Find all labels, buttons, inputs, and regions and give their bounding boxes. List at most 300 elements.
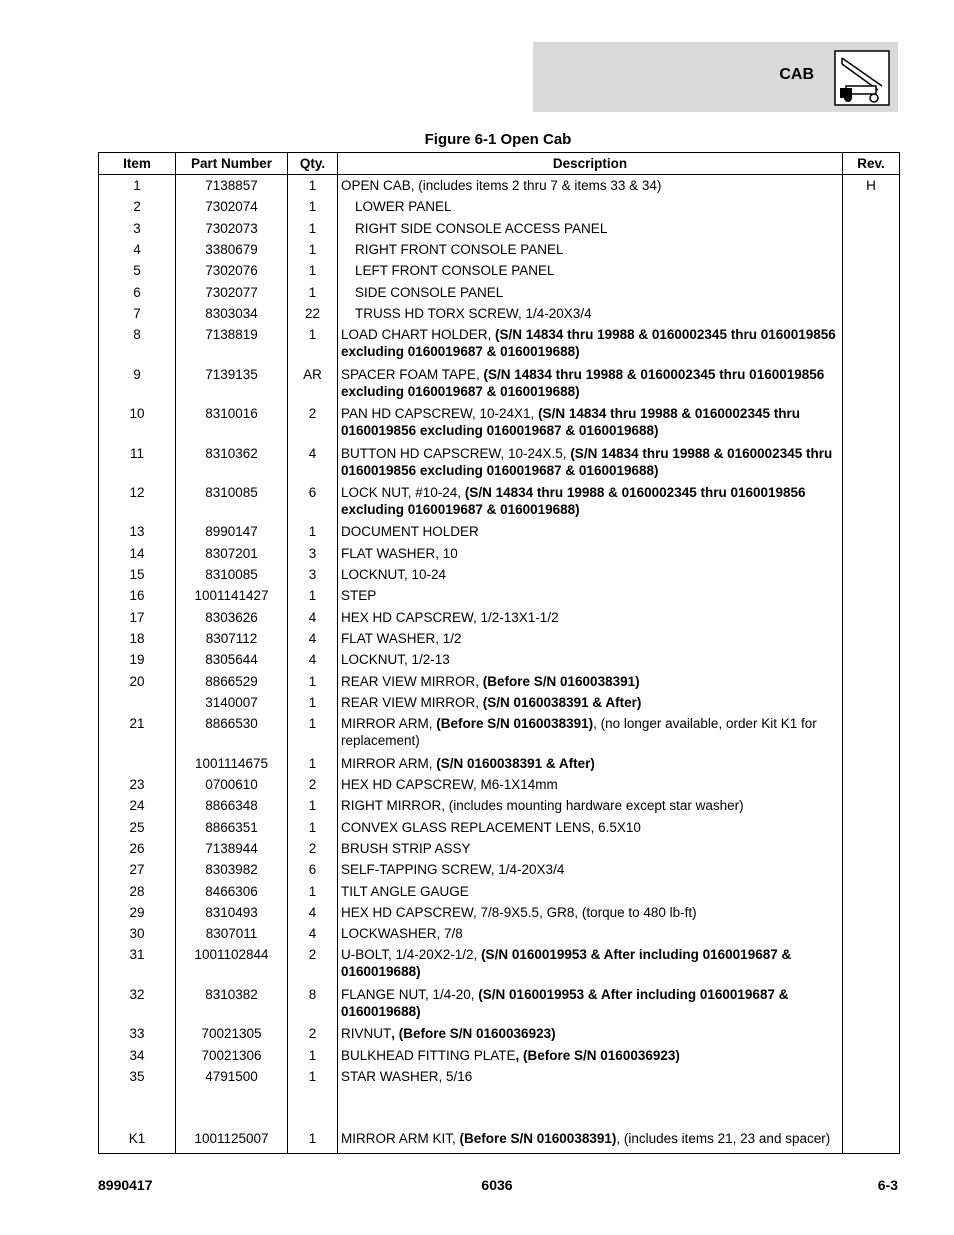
table-row: [99, 1045, 900, 1066]
description-segment: LOCKWASHER, 7/8: [341, 926, 463, 942]
description-text: [341, 840, 839, 857]
rev-cell: [843, 303, 900, 324]
description-segment: SPACER FOAM TAPE,: [341, 366, 484, 382]
qty-cell: 4: [288, 443, 338, 482]
item-cell: 33: [99, 1023, 176, 1044]
description-segment: RIVNUT: [341, 1026, 392, 1042]
part-number-cell: 7302077: [176, 282, 288, 303]
description-segment: , (no longer available, order Kit K1 for replacement): [341, 716, 817, 749]
description-segment: OPEN CAB, (includes items 2 thru 7 & items 33 & 34): [341, 178, 662, 193]
table-row: [99, 881, 900, 902]
item-cell: 5: [99, 260, 176, 281]
description-segment: RIGHT FRONT CONSOLE PANEL: [355, 241, 564, 257]
table-row: [99, 482, 900, 521]
item-cell: 30: [99, 923, 176, 944]
qty-cell: 4: [288, 607, 338, 628]
rev-cell: [843, 902, 900, 923]
qty-cell: 1: [288, 753, 338, 774]
spacer-cell: [99, 1087, 176, 1128]
item-cell: 4: [99, 239, 176, 260]
description-cell: [338, 774, 843, 795]
part-number-cell: 1001125007: [176, 1128, 288, 1149]
description-cell: [338, 607, 843, 628]
qty-cell: 6: [288, 859, 338, 880]
description-text: [341, 262, 839, 279]
table-row: [99, 607, 900, 628]
filler-cell: [843, 1150, 900, 1154]
section-title: CAB: [779, 66, 814, 83]
description-text: [341, 545, 839, 562]
rev-cell: [843, 564, 900, 585]
description-segment: FLAT WASHER, 10: [341, 545, 458, 561]
description-segment: LEFT FRONT CONSOLE PANEL: [355, 263, 555, 279]
description-text: [341, 587, 839, 604]
part-number-cell: 8310382: [176, 984, 288, 1023]
description-cell: [338, 902, 843, 923]
description-cell: [338, 443, 843, 482]
table-row: [99, 817, 900, 838]
description-segment: LOAD CHART HOLDER,: [341, 327, 496, 343]
description-cell: [338, 364, 843, 403]
qty-cell: 1: [288, 881, 338, 902]
description-segment: FLANGE NUT, 1/4-20,: [341, 986, 479, 1002]
table-row: [99, 403, 900, 442]
description-cell: [338, 881, 843, 902]
description-text: [341, 904, 839, 921]
description-cell: [338, 260, 843, 281]
part-number-cell: 8303982: [176, 859, 288, 880]
serial-range-note: (S/N 14834 thru 19988 & 0160002345 thru 0160019856 excluding 0160019687 & 0160019688): [341, 445, 833, 478]
item-cell: 10: [99, 403, 176, 442]
table-row: [99, 692, 900, 713]
part-number-cell: 8303626: [176, 607, 288, 628]
description-cell: [338, 671, 843, 692]
qty-cell: 1: [288, 671, 338, 692]
item-cell: 12: [99, 482, 176, 521]
description-text: [341, 883, 839, 900]
description-text: [341, 986, 839, 1020]
table-header-row: [99, 153, 900, 175]
description-cell: [338, 218, 843, 239]
part-number-cell: 8990147: [176, 521, 288, 542]
qty-cell: 4: [288, 649, 338, 670]
description-segment: BUTTON HD CAPSCREW, 10-24X.5,: [341, 445, 571, 461]
rev-cell: [843, 1128, 900, 1149]
item-cell: 32: [99, 984, 176, 1023]
column-header-qty: Qty.: [288, 153, 338, 175]
serial-range-note: (S/N 14834 thru 19988 & 0160002345 thru 0160019856 excluding 0160019687 & 0160019688): [341, 366, 825, 399]
description-segment: REAR VIEW MIRROR,: [341, 673, 483, 689]
description-text: [341, 819, 839, 836]
item-cell: 20: [99, 671, 176, 692]
item-cell: 9: [99, 364, 176, 403]
description-cell: [338, 564, 843, 585]
item-cell: K1: [99, 1128, 176, 1149]
filler-cell: [99, 1150, 176, 1154]
rev-cell: [843, 260, 900, 281]
description-segment: RIGHT SIDE CONSOLE ACCESS PANEL: [355, 220, 608, 236]
part-number-cell: 8310085: [176, 482, 288, 521]
item-cell: 19: [99, 649, 176, 670]
item-cell: 11: [99, 443, 176, 482]
serial-range-note: (S/N 0160038391 & After): [436, 755, 595, 771]
description-text: [341, 673, 839, 690]
part-number-cell: 8307011: [176, 923, 288, 944]
part-number-cell: 8303034: [176, 303, 288, 324]
qty-cell: 4: [288, 902, 338, 923]
description-text: [341, 1068, 839, 1085]
description-segment: BRUSH STRIP ASSY: [341, 840, 471, 856]
qty-cell: 1: [288, 1128, 338, 1149]
qty-cell: 4: [288, 628, 338, 649]
rev-cell: [843, 196, 900, 217]
qty-cell: 1: [288, 239, 338, 260]
description-cell: [338, 859, 843, 880]
description-text: [341, 630, 839, 647]
part-number-cell: 0700610: [176, 774, 288, 795]
part-number-cell: 8310085: [176, 564, 288, 585]
qty-cell: 1: [288, 324, 338, 363]
rev-cell: [843, 282, 900, 303]
table-row: [99, 443, 900, 482]
item-cell: 18: [99, 628, 176, 649]
item-cell: 34: [99, 1045, 176, 1066]
table-row: [99, 859, 900, 880]
rev-cell: [843, 671, 900, 692]
description-cell: [338, 282, 843, 303]
description-cell: [338, 692, 843, 713]
spacer-cell: [338, 1087, 843, 1128]
description-cell: [338, 753, 843, 774]
qty-cell: 1: [288, 817, 338, 838]
qty-cell: 2: [288, 838, 338, 859]
description-cell: [338, 944, 843, 983]
table-row: [99, 364, 900, 403]
description-cell: [338, 649, 843, 670]
description-text: [341, 1025, 839, 1042]
rev-cell: [843, 521, 900, 542]
part-number-cell: 8866351: [176, 817, 288, 838]
footer-page-number: 6-3: [877, 1177, 898, 1193]
table-row: [99, 628, 900, 649]
description-segment: PAN HD CAPSCREW, 10-24X1,: [341, 406, 539, 422]
rev-cell: [843, 543, 900, 564]
description-text: [341, 523, 839, 540]
parts-table: [98, 152, 900, 1154]
description-segment: RIGHT MIRROR, (includes mounting hardware except star washer): [341, 798, 744, 814]
part-number-cell: 7138857: [176, 175, 288, 197]
part-number-cell: 3140007: [176, 692, 288, 713]
rev-cell: [843, 692, 900, 713]
table-row: [99, 944, 900, 983]
description-text: [341, 776, 839, 793]
table-row: [99, 282, 900, 303]
description-text: [341, 177, 839, 194]
description-segment: REAR VIEW MIRROR,: [341, 694, 483, 710]
rev-cell: [843, 364, 900, 403]
description-segment: LOCKNUT, 1/2-13: [341, 652, 450, 668]
description-segment: HEX HD CAPSCREW, 7/8-9X5.5, GR8, (torque to 480 lb-ft): [341, 904, 697, 920]
description-cell: [338, 482, 843, 521]
description-segment: LOCKNUT, 10-24: [341, 567, 447, 583]
table-row: [99, 774, 900, 795]
item-cell: [99, 753, 176, 774]
part-number-cell: 8310362: [176, 443, 288, 482]
serial-range-note: (S/N 0160019953 & After including 0160019687 & 0160019688): [341, 947, 792, 980]
item-cell: 16: [99, 585, 176, 606]
rev-cell: [843, 817, 900, 838]
qty-cell: 1: [288, 713, 338, 752]
table-spacer-row: [99, 1087, 900, 1128]
rev-cell: [843, 774, 900, 795]
part-number-cell: 7139135: [176, 364, 288, 403]
item-cell: 28: [99, 881, 176, 902]
qty-cell: 1: [288, 521, 338, 542]
table-row: [99, 795, 900, 816]
description-segment: MIRROR ARM,: [341, 755, 437, 771]
table-filler-row: [99, 1150, 900, 1154]
description-text: [341, 484, 839, 518]
description-text: [341, 366, 839, 400]
item-cell: 29: [99, 902, 176, 923]
description-cell: [338, 175, 843, 197]
qty-cell: 1: [288, 196, 338, 217]
description-text: [341, 609, 839, 626]
part-number-cell: 7302076: [176, 260, 288, 281]
part-number-cell: 8307112: [176, 628, 288, 649]
table-row: [99, 671, 900, 692]
item-cell: [99, 692, 176, 713]
rev-cell: [843, 753, 900, 774]
filler-cell: [338, 1150, 843, 1154]
description-cell: [338, 795, 843, 816]
item-cell: 1: [99, 175, 176, 197]
table-row: [99, 902, 900, 923]
item-cell: 31: [99, 944, 176, 983]
table-row: [99, 1023, 900, 1044]
table-row: [99, 260, 900, 281]
item-cell: 8: [99, 324, 176, 363]
figure-title: Figure 6-1 Open Cab: [424, 131, 572, 148]
table-row: [99, 564, 900, 585]
item-cell: 15: [99, 564, 176, 585]
serial-range-note: (S/N 0160019953 & After including 0160019687 & 0160019688): [341, 986, 789, 1019]
rev-cell: [843, 1066, 900, 1087]
qty-cell: 1: [288, 260, 338, 281]
description-cell: [338, 1128, 843, 1149]
rev-cell: [843, 944, 900, 983]
description-cell: [338, 196, 843, 217]
qty-cell: 22: [288, 303, 338, 324]
description-text: [341, 694, 839, 711]
rev-cell: [843, 607, 900, 628]
description-segment: LOCK NUT, #10-24,: [341, 484, 465, 500]
qty-cell: 2: [288, 1023, 338, 1044]
parts-table-body: [99, 175, 900, 1154]
table-row: [99, 753, 900, 774]
qty-cell: 2: [288, 944, 338, 983]
description-cell: [338, 324, 843, 363]
part-number-cell: 8307201: [176, 543, 288, 564]
table-row: [99, 521, 900, 542]
description-segment: MIRROR ARM KIT,: [341, 1131, 460, 1147]
qty-cell: AR: [288, 364, 338, 403]
table-row: [99, 324, 900, 363]
qty-cell: 1: [288, 282, 338, 303]
serial-range-note: (S/N 14834 thru 19988 & 0160002345 thru 0160019856 excluding 0160019687 & 0160019688): [341, 406, 800, 439]
description-segment: BULKHEAD FITTING PLATE: [341, 1047, 516, 1063]
table-row: [99, 1128, 900, 1149]
table-row: [99, 984, 900, 1023]
description-text: [341, 715, 839, 749]
description-cell: [338, 239, 843, 260]
serial-range-note: (Before S/N 0160038391): [459, 1131, 617, 1147]
table-row: [99, 923, 900, 944]
part-number-cell: 1001141427: [176, 585, 288, 606]
spacer-cell: [843, 1087, 900, 1128]
description-cell: [338, 984, 843, 1023]
rev-cell: [843, 482, 900, 521]
rev-cell: [843, 649, 900, 670]
description-text: [341, 1047, 839, 1064]
description-text: [341, 284, 839, 301]
description-text: [341, 925, 839, 942]
description-text: [341, 1130, 839, 1147]
description-text: [341, 198, 839, 215]
part-number-cell: 8310016: [176, 403, 288, 442]
rev-cell: [843, 795, 900, 816]
rev-cell: [843, 628, 900, 649]
table-row: [99, 196, 900, 217]
description-cell: [338, 1045, 843, 1066]
description-segment: TILT ANGLE GAUGE: [341, 883, 469, 899]
footer-document-number: 8990417: [98, 1177, 153, 1193]
description-text: [341, 651, 839, 668]
qty-cell: 1: [288, 175, 338, 197]
item-cell: 14: [99, 543, 176, 564]
part-number-cell: 8866530: [176, 713, 288, 752]
qty-cell: 3: [288, 564, 338, 585]
description-segment: , (includes items 21, 23 and spacer): [616, 1131, 831, 1147]
qty-cell: 8: [288, 984, 338, 1023]
column-header-description: Description: [338, 153, 843, 175]
description-cell: [338, 585, 843, 606]
description-cell: [338, 303, 843, 324]
description-text: [341, 566, 839, 583]
table-row: [99, 303, 900, 324]
description-text: [341, 241, 839, 258]
description-segment: SIDE CONSOLE PANEL: [355, 284, 504, 300]
serial-range-note: (Before S/N 0160038391): [436, 716, 594, 732]
description-text: [341, 405, 839, 439]
qty-cell: 1: [288, 692, 338, 713]
item-cell: 2: [99, 196, 176, 217]
serial-range-note: (Before S/N 0160038391): [482, 673, 640, 689]
rev-cell: H: [843, 175, 900, 197]
table-row: [99, 543, 900, 564]
rev-cell: [843, 585, 900, 606]
description-cell: [338, 628, 843, 649]
serial-range-note: (S/N 14834 thru 19988 & 0160002345 thru 0160019856 excluding 0160019687 & 0160019688): [341, 484, 806, 517]
item-cell: 25: [99, 817, 176, 838]
part-number-cell: 1001114675: [176, 753, 288, 774]
table-row: [99, 239, 900, 260]
serial-range-note: (S/N 0160038391 & After): [482, 694, 642, 710]
rev-cell: [843, 239, 900, 260]
table-row: [99, 838, 900, 859]
rev-cell: [843, 1045, 900, 1066]
item-cell: 13: [99, 521, 176, 542]
table-row: [99, 649, 900, 670]
item-cell: 21: [99, 713, 176, 752]
description-text: [341, 755, 839, 772]
description-cell: [338, 713, 843, 752]
part-number-cell: 8866348: [176, 795, 288, 816]
rev-cell: [843, 984, 900, 1023]
part-number-cell: 70021306: [176, 1045, 288, 1066]
filler-cell: [176, 1150, 288, 1154]
description-cell: [338, 838, 843, 859]
description-segment: FLAT WASHER, 1/2: [341, 630, 462, 646]
footer-model-number: 6036: [481, 1177, 513, 1193]
column-header-rev: Rev.: [843, 153, 900, 175]
qty-cell: 1: [288, 795, 338, 816]
qty-cell: 1: [288, 585, 338, 606]
description-segment: DOCUMENT HOLDER: [341, 524, 479, 540]
spacer-cell: [288, 1087, 338, 1128]
item-cell: 23: [99, 774, 176, 795]
part-number-cell: 1001102844: [176, 944, 288, 983]
serial-range-note: , (Before S/N 0160036923): [515, 1047, 680, 1063]
rev-cell: [843, 859, 900, 880]
description-segment: SELF-TAPPING SCREW, 1/4-20X3/4: [341, 862, 565, 878]
qty-cell: 2: [288, 774, 338, 795]
table-row: [99, 218, 900, 239]
description-text: [341, 946, 839, 980]
spacer-cell: [176, 1087, 288, 1128]
table-row: [99, 175, 900, 197]
description-text: [341, 797, 839, 814]
description-cell: [338, 543, 843, 564]
description-text: [341, 861, 839, 878]
description-segment: LOWER PANEL: [355, 199, 452, 215]
description-segment: STEP: [341, 588, 377, 604]
item-cell: 27: [99, 859, 176, 880]
description-cell: [338, 817, 843, 838]
description-segment: TRUSS HD TORX SCREW, 1/4-20X3/4: [355, 305, 592, 321]
description-cell: [338, 1023, 843, 1044]
description-segment: HEX HD CAPSCREW, 1/2-13X1-1/2: [341, 609, 559, 625]
description-cell: [338, 923, 843, 944]
serial-range-note: (S/N 14834 thru 19988 & 0160002345 thru 0160019856 excluding 0160019687 & 0160019688): [341, 327, 836, 360]
description-text: [341, 445, 839, 479]
qty-cell: 6: [288, 482, 338, 521]
rev-cell: [843, 324, 900, 363]
rev-cell: [843, 838, 900, 859]
description-segment: U-BOLT, 1/4-20X2-1/2,: [341, 947, 482, 963]
qty-cell: 3: [288, 543, 338, 564]
part-number-cell: 70021305: [176, 1023, 288, 1044]
item-cell: 3: [99, 218, 176, 239]
table-row: [99, 585, 900, 606]
item-cell: 6: [99, 282, 176, 303]
description-text: [341, 326, 839, 360]
description-segment: STAR WASHER, 5/16: [341, 1068, 473, 1084]
qty-cell: 1: [288, 218, 338, 239]
column-header-part-number: Part Number: [176, 153, 288, 175]
part-number-cell: 4791500: [176, 1066, 288, 1087]
rev-cell: [843, 1023, 900, 1044]
